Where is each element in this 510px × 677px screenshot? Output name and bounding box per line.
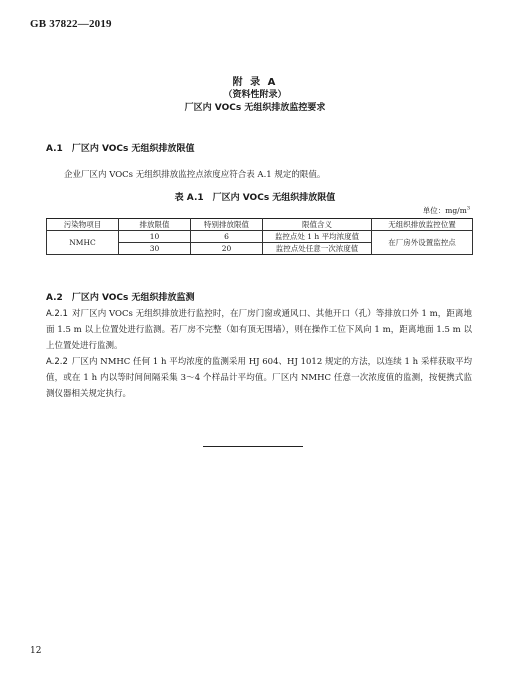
document-code: GB 37822—2019 bbox=[30, 18, 112, 30]
section-a1-heading: A.1 厂区内 VOCs 无组织排放限值 bbox=[46, 144, 195, 154]
cell-special-limit: 6 bbox=[191, 231, 263, 243]
section-a1-paragraph: 企业厂区内 VOCs 无组织排放监控点浓度应符合表 A.1 规定的限值。 bbox=[64, 170, 326, 180]
cell-meaning: 监控点处 1 h 平均浓度值 bbox=[263, 231, 372, 243]
page-number: 12 bbox=[30, 646, 42, 656]
cell-limit: 30 bbox=[119, 243, 191, 255]
header-special-limit: 特别排放限值 bbox=[191, 219, 263, 231]
header-location: 无组织排放监控位置 bbox=[372, 219, 473, 231]
clause-text: 厂区内 NMHC 任何 1 h 平均浓度的监测采用 HJ 604、HJ 1012 规定的方法，以连续 1 h 采样获取平均值，或在 1 h 内以等时间间隔采集 3～4 个样品计平均值。厂区内 NMHC 任意一次浓度值的监测，按便携式监测仪器相关规定执行。 bbox=[46, 357, 472, 399]
cell-pollutant: NMHC bbox=[47, 231, 119, 255]
cell-meaning: 监控点处任意一次浓度值 bbox=[263, 243, 372, 255]
clause-a2-2 bbox=[46, 354, 472, 402]
header-limit: 排放限值 bbox=[119, 219, 191, 231]
cell-location: 在厂房外设置监控点 bbox=[372, 231, 473, 255]
appendix-type: （资料性附录） bbox=[223, 90, 287, 100]
end-rule bbox=[203, 446, 303, 447]
header-meaning: 限值含义 bbox=[263, 219, 372, 231]
table-row bbox=[47, 231, 473, 243]
table-header-row bbox=[47, 219, 473, 231]
appendix-title: 附 录 A bbox=[232, 77, 278, 88]
table-caption: 表 A.1 厂区内 VOCs 无组织排放限值 bbox=[174, 193, 336, 203]
appendix-name: 厂区内 VOCs 无组织排放监控要求 bbox=[184, 103, 326, 113]
unit-superscript: 3 bbox=[466, 205, 470, 212]
cell-limit: 10 bbox=[119, 231, 191, 243]
section-a2-heading: A.2 厂区内 VOCs 无组织排放监测 bbox=[46, 293, 195, 303]
unit-text: 单位：mg/m bbox=[422, 206, 467, 215]
clause-number: A.2.1 bbox=[46, 309, 68, 319]
clause-text: 对厂区内 VOCs 无组织排放进行监控时，在厂房门窗或通风口、其他开口（孔）等排放口外 1 m，距离地面 1.5 m 以上位置处进行监测。若厂房不完整（如有顶无围墙），则在操作工位下风向 1 m，距离地面 1.5 m 以上位置处进行监测。 bbox=[46, 309, 472, 351]
header-pollutant: 污染物项目 bbox=[47, 219, 119, 231]
limits-table bbox=[46, 218, 473, 255]
cell-special-limit: 20 bbox=[191, 243, 263, 255]
clause-a2-1 bbox=[46, 306, 472, 354]
clause-number: A.2.2 bbox=[46, 357, 68, 367]
table-unit bbox=[423, 205, 470, 216]
